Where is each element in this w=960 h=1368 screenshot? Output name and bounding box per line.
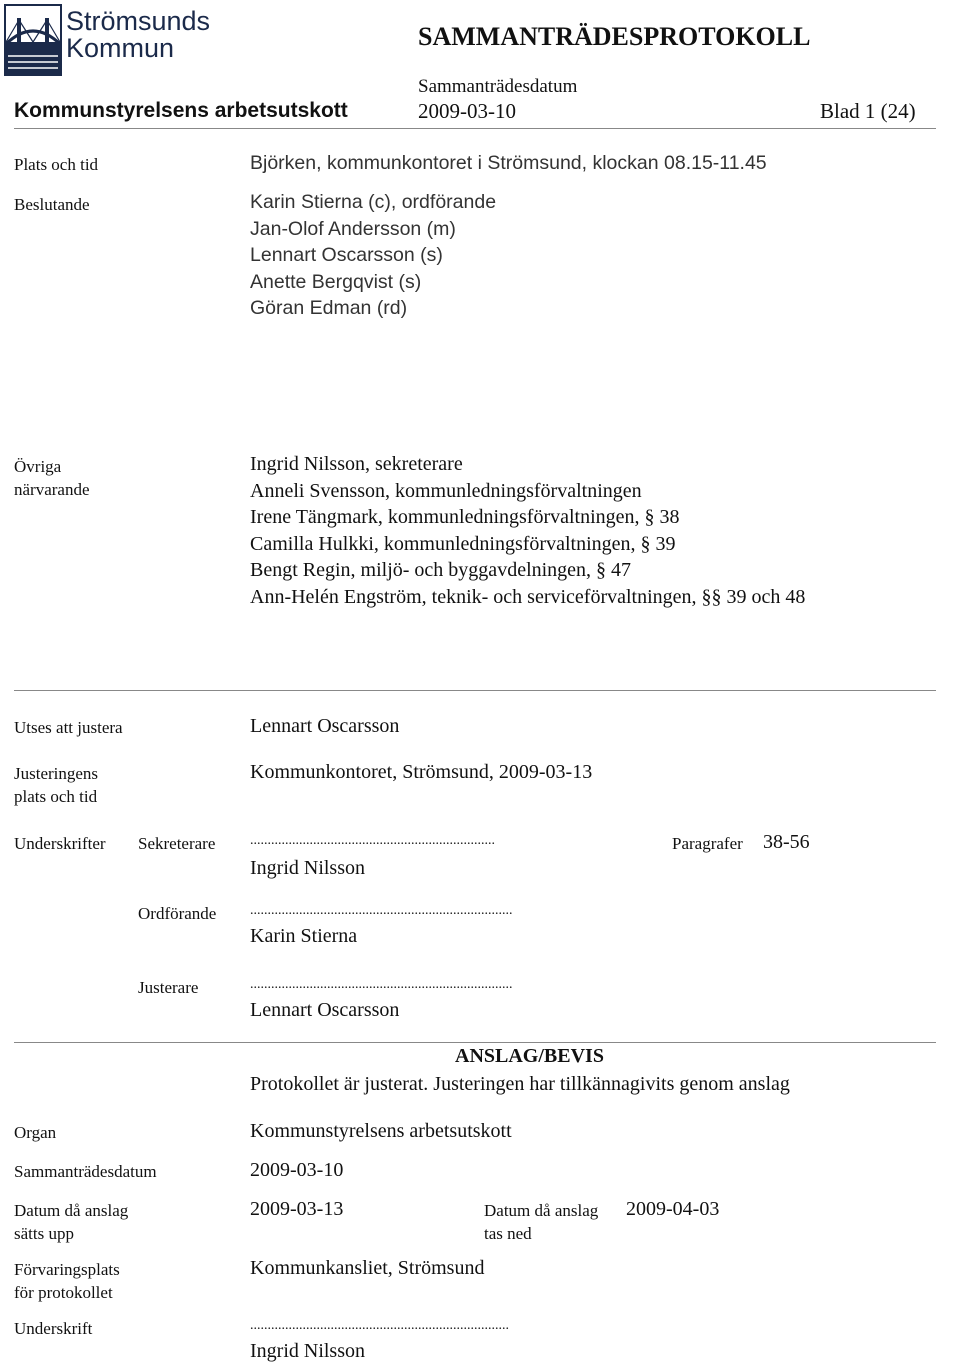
secretary-label: Sekreterare [138,834,216,853]
removed-label-line: Datum då anslag [484,1201,599,1220]
posted-date: 2009-03-13 [250,1198,344,1220]
paragraphs-value: 38-56 [763,831,810,853]
posted-label-line: sätts upp [14,1224,74,1243]
storage-label-line: för protokollet [14,1283,113,1302]
bridge-emblem-icon [4,4,62,76]
others-list [250,451,805,610]
attendee: Bengt Regin, miljö- och byggavdelningen, § 47 [250,559,632,581]
attendee: Ann-Helén Engström, teknik- och serviceförvaltningen, §§ 39 och 48 [250,585,806,608]
deciding-label: Beslutande [14,195,90,214]
logo-text-kommun: Kommun [66,33,175,63]
adjuster-name: Lennart Oscarsson [250,715,400,737]
others-label [14,455,90,501]
paragraphs-label: Paragrafer [672,834,743,853]
place-value: Björken, kommunkontoret i Strömsund, klockan 08.15-11.45 [250,152,767,174]
attendee: Anneli Svensson, kommunledningsförvaltningen [250,479,642,502]
signatures-label: Underskrifter [14,834,106,853]
removed-label-line: tas ned [484,1224,532,1243]
municipality-logo [4,4,211,78]
page-number: Blad 1 (24) [820,99,916,123]
others-label-line: närvarande [14,480,90,499]
adjust-place-label-line: Justeringens [14,764,99,783]
chair-signature-line: ........................................................................... [250,903,513,918]
deciding-member: Lennart Oscarsson (s) [250,244,443,266]
posted-label [14,1199,128,1245]
notice-signature-name: Ingrid Nilsson [250,1340,365,1362]
storage-label-line: Förvaringsplats [14,1260,120,1279]
adjuster-label: Utses att justera [14,718,123,737]
header-divider [14,128,936,129]
adjuster-signature-line: ........................................................................... [250,977,513,992]
place-label: Plats och tid [14,155,99,174]
posted-label-line: Datum då anslag [14,1201,129,1220]
organ-label: Organ [14,1123,57,1142]
meeting-date-label: Sammanträdesdatum [418,76,578,97]
secretary-signature-line: ...................................................................... [250,833,495,848]
adjust-place-label [14,762,98,808]
signature-adjuster-name: Lennart Oscarsson [250,999,400,1021]
committee-name: Kommunstyrelsens arbetsutskott [14,99,348,122]
deciding-member: Anette Bergqvist (s) [250,270,422,293]
deciding-member: Jan-Olof Andersson (m) [250,217,456,240]
notice-divider [14,1042,936,1043]
storage-value: Kommunkansliet, Strömsund [250,1257,485,1279]
attendee: Ingrid Nilsson, sekreterare [250,453,463,475]
chair-name: Karin Stierna [250,925,358,947]
notice-date: 2009-03-10 [250,1159,344,1181]
meeting-date: 2009-03-10 [418,99,516,123]
attendee: Camilla Hulkki, kommunledningsförvaltningen, § 39 [250,532,676,555]
document-title: SAMMANTRÄDESPROTOKOLL [418,22,811,51]
notice-signature-line: .......................................................................... [250,1318,509,1333]
notice-title: ANSLAG/BEVIS [455,1045,604,1067]
section-divider [14,690,936,691]
notice-date-label: Sammanträdesdatum [14,1162,157,1181]
removed-date: 2009-04-03 [626,1198,720,1220]
chair-label: Ordförande [138,904,217,923]
notice-text: Protokollet är justerat. Justeringen har tillkännagivits genom anslag [250,1073,790,1095]
signature-adjuster-label: Justerare [138,978,199,997]
secretary-name: Ingrid Nilsson [250,857,365,879]
deciding-member: Göran Edman (rd) [250,297,408,319]
organ-value: Kommunstyrelsens arbetsutskott [250,1120,512,1142]
adjust-place: Kommunkontoret, Strömsund, 2009-03-13 [250,761,593,783]
notice-signature-label: Underskrift [14,1319,93,1338]
adjust-place-label-line: plats och tid [14,787,98,806]
deciding-list [250,189,496,322]
removed-label [484,1199,598,1245]
others-label-line: Övriga [14,457,62,476]
logo-text-stromsunds: Strömsunds [66,6,211,36]
attendee: Irene Tängmark, kommunledningsförvaltningen, § 38 [250,506,680,528]
deciding-member: Karin Stierna (c), ordförande [250,191,497,213]
storage-label [14,1258,120,1304]
